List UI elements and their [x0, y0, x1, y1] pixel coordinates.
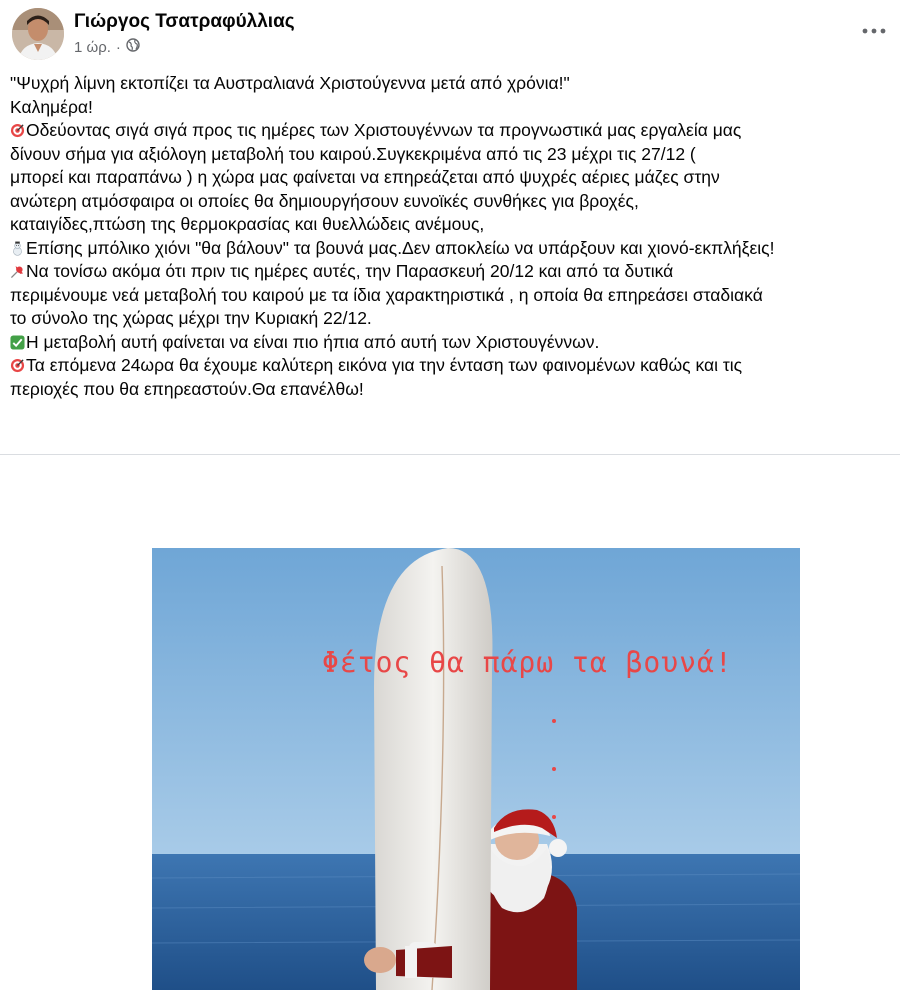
post-timestamp[interactable]: 1 ώρ. — [74, 38, 111, 56]
post-text-content: "Ψυχρή λίμνη εκτοπίζει τα Αυστραλιανά Χριστούγεννα μετά από χρόνια!" — [10, 73, 570, 93]
post-text-line — [10, 72, 894, 96]
pushpin-icon — [10, 262, 25, 277]
globe-icon[interactable] — [126, 38, 140, 56]
overlay-dot — [552, 719, 556, 723]
post-text-content: μπορεί και παραπάνω ) η χώρα μας φαίνεται να επηρεάζεται από ψυχρές αέριες μάζες στην — [10, 167, 720, 187]
post-text-content: το σύνολο της χώρας μέχρι την Κυριακή 22/12. — [10, 308, 372, 328]
post-text-content: Καλημέρα! — [10, 96, 93, 117]
more-options-icon[interactable] — [860, 22, 888, 40]
post-text-content: Οδεύοντας σιγά σιγά προς τις ημέρες των Χριστουγέννων τα προγνωστικά μας εργαλεία μας — [26, 120, 742, 140]
post-text-line — [10, 260, 894, 284]
post-text-line — [10, 213, 894, 237]
overlay-dot — [552, 767, 556, 771]
post-text-content: καταιγίδες,πτώση της θερμοκρασίας και θυελλώδεις ανέμους, — [10, 214, 485, 234]
overlay-dot — [552, 815, 556, 819]
post-header — [12, 8, 888, 64]
post-text-line — [10, 96, 894, 120]
post-text-line — [10, 284, 894, 308]
post-text-line — [10, 378, 894, 402]
post-image[interactable] — [152, 548, 800, 990]
post-message — [10, 72, 894, 401]
post-text-content: περιοχές που θα επηρεαστούν.Θα επανέλθω! — [10, 378, 364, 399]
check-mark-button-icon — [10, 333, 25, 348]
post-text-content: ανώτερη ατμόσφαιρα οι οποίες θα δημιουργήσουν ευνοϊκές συνθήκες για βροχές, — [10, 190, 639, 211]
direct-hit-icon — [10, 121, 25, 136]
post-text-line — [10, 143, 894, 167]
post-text-line — [10, 166, 894, 190]
post-text-line — [10, 119, 894, 143]
meta-separator: · — [115, 38, 121, 56]
santa-with-surfboard-photo — [152, 548, 800, 990]
post-text-content: δίνουν σήμα για αξιόλογη μεταβολή του καιρού.Συγκεκριμένα από τις 23 μέχρι τις 27/12 ( — [10, 143, 696, 164]
post-text-line — [10, 307, 894, 331]
post-text-content: Τα επόμενα 24ωρα θα έχουμε καλύτερη εικόνα για την ένταση των φαινομένων καθώς και τις — [26, 355, 743, 375]
post-meta — [74, 38, 140, 56]
snowman-icon — [10, 239, 25, 254]
direct-hit-icon — [10, 356, 25, 371]
post-text-line — [10, 354, 894, 378]
author-avatar[interactable] — [12, 8, 64, 60]
post-text-content: Να τονίσω ακόμα ότι πριν τις ημέρες αυτές, την Παρασκευή 20/12 και από τα δυτικά — [26, 261, 674, 281]
post-text-content: Επίσης μπόλικο χιόνι "θα βάλουν" τα βουνά μας.Δεν αποκλείω να υπάρξουν και χιονό-εκπλήξεις! — [26, 237, 775, 258]
divider — [0, 454, 900, 455]
post-text-line — [10, 331, 894, 355]
post-text-line — [10, 237, 894, 261]
author-name[interactable]: Γιώργος Τσατραφύλλιας — [74, 11, 295, 32]
post-text-content: περιμένουμε νεά μεταβολή του καιρού με τα ίδια χαρακτηριστικά , η οποία θα επηρεάσει σταδιακά — [10, 284, 763, 305]
post-text-line — [10, 190, 894, 214]
image-overlay-text: Φέτος θα πάρω τα βουνά! — [322, 646, 733, 679]
post-text-content: Η μεταβολή αυτή φαίνεται να είναι πιο ήπια από αυτή των Χριστουγέννων. — [26, 331, 600, 352]
